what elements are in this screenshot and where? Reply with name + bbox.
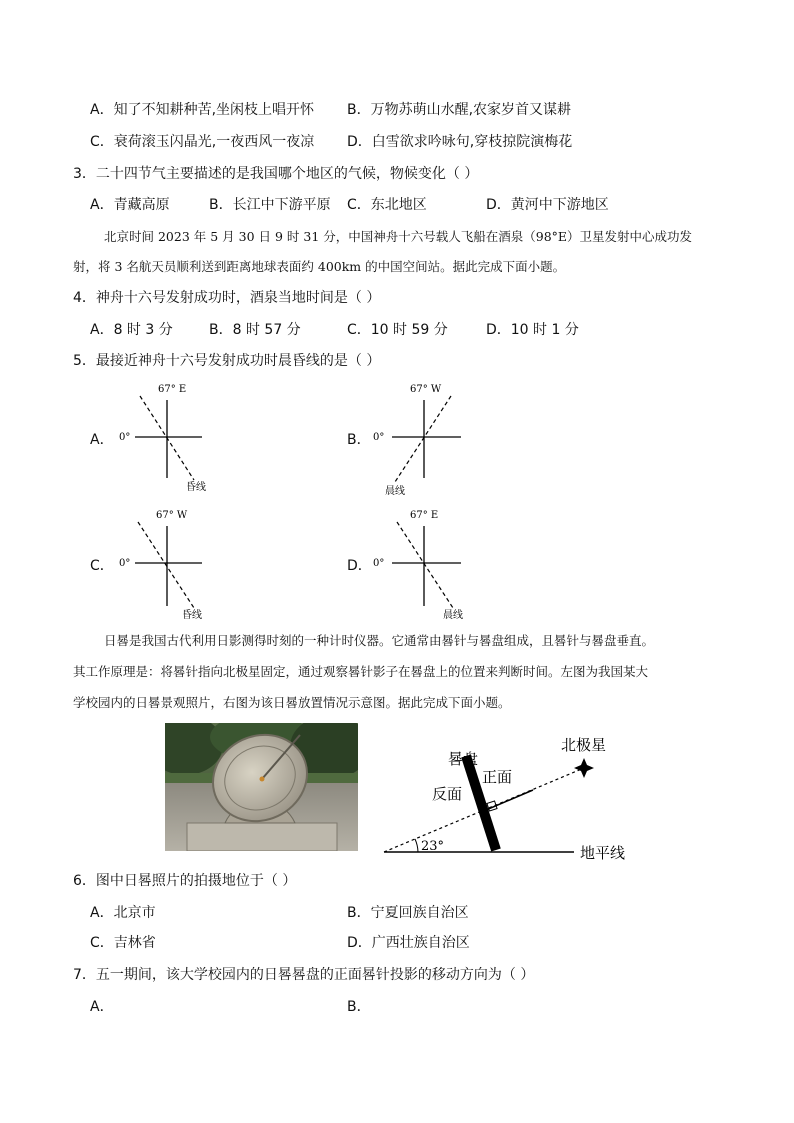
- q7-option-a: A．: [90, 999, 114, 1015]
- gnomon-line: [486, 790, 533, 810]
- terminator-label: 晨线: [385, 486, 405, 497]
- front-label: 正面: [482, 768, 513, 786]
- horizon-label: 地平线: [580, 844, 626, 862]
- q5-option-b-diagram: [367, 378, 477, 498]
- q3-option-a: A．青藏高原: [90, 197, 170, 213]
- angle-arc: [415, 839, 418, 852]
- passage2-line3: 学校园内的日晷景观照片，右图为该日晷放置情况示意图。据此完成下面小题。: [73, 695, 511, 710]
- equator-label: 0°: [119, 558, 131, 569]
- longitude-label: 67° E: [410, 510, 439, 521]
- equator-label: 0°: [373, 558, 385, 569]
- q5-option-c-letter: C．: [90, 558, 114, 574]
- angle-label: 23°: [421, 839, 445, 854]
- q5-option-c-diagram: [110, 504, 220, 624]
- terminator-line: [395, 396, 451, 482]
- q5-option-b-letter: B．: [347, 432, 371, 448]
- q5-option-d-diagram: [367, 504, 477, 624]
- q3-stem: 3．二十四节气主要描述的是我国哪个地区的气候，物候变化（ ）: [73, 166, 479, 182]
- terminator-label: 昏线: [182, 610, 202, 621]
- q6-option-d: D．广西壮族自治区: [347, 935, 470, 951]
- passage2-line1: 日晷是我国古代利用日影测得时刻的一种计时仪器。它通常由晷针与晷盘组成，且晷针与晷盘垂直。: [104, 633, 655, 648]
- equator-label: 0°: [373, 432, 385, 443]
- passage2-line2: 其工作原理是：将晷针指向北极星固定，通过观察晷针影子在晷盘上的位置来判断时间。左图为我国某大: [73, 664, 649, 679]
- dial-label: 晷盘: [448, 750, 479, 768]
- terminator-label: 晨线: [443, 610, 463, 621]
- longitude-label: 67° E: [158, 384, 187, 395]
- q5-option-d-letter: D．: [347, 558, 372, 574]
- passage1-line1: 北京时间 2023 年 5 月 30 日 9 时 31 分，中国神舟十六号载人飞船在酒泉（98°E）卫星发射中心成功发: [104, 229, 693, 244]
- passage1-line2: 射，将 3 名航天员顺利送到距离地球表面约 400km 的中国空间站。据此完成下面小题。: [73, 259, 566, 274]
- q4-option-c: C．10 时 59 分: [347, 322, 448, 338]
- polaris-label: 北极星: [561, 736, 607, 754]
- terminator-line: [138, 522, 194, 608]
- q4-option-d: D．10 时 1 分: [486, 322, 579, 338]
- q4-option-b: B．8 时 57 分: [209, 322, 301, 338]
- q5-option-a-letter: A．: [90, 432, 114, 448]
- q5-option-a-diagram: [110, 378, 220, 498]
- terminator-line: [397, 522, 453, 608]
- polaris-star-icon: [574, 758, 594, 778]
- q3-option-c: C．东北地区: [347, 197, 427, 213]
- q6-option-b: B．宁夏回族自治区: [347, 905, 469, 921]
- q7-option-b: B．: [347, 999, 371, 1015]
- sundial-schematic: [378, 728, 640, 863]
- q2-option-b: B．万物苏萌山水醒,农家岁首又谋耕: [347, 102, 572, 118]
- equator-label: 0°: [119, 432, 131, 443]
- q5-stem: 5．最接近神舟十六号发射成功时晨昏线的是（ ）: [73, 353, 381, 369]
- terminator-label: 昏线: [186, 482, 206, 493]
- q3-option-b: B．长江中下游平原: [209, 197, 331, 213]
- q4-option-a: A．8 时 3 分: [90, 322, 173, 338]
- q6-stem: 6．图中日晷照片的拍摄地位于（ ）: [73, 873, 297, 889]
- back-label: 反面: [432, 785, 463, 803]
- q6-option-a: A．北京市: [90, 905, 156, 921]
- q4-stem: 4．神舟十六号发射成功时，酒泉当地时间是（ ）: [73, 290, 381, 306]
- q6-option-c: C．吉林省: [90, 935, 156, 951]
- q7-stem: 7．五一期间，该大学校园内的日晷晷盘的正面晷针投影的移动方向为（ ）: [73, 967, 535, 983]
- longitude-label: 67° W: [156, 510, 188, 521]
- q3-option-d: D．黄河中下游地区: [486, 197, 609, 213]
- q2-option-d: D．白雪欲求吟咏句,穿枝掠院演梅花: [347, 134, 573, 150]
- q2-option-c: C．衰荷滚玉闪晶光,一夜西风一夜凉: [90, 134, 315, 150]
- q2-option-a: A．知了不知耕种苦,坐闲枝上唱开怀: [90, 102, 315, 118]
- longitude-label: 67° W: [410, 384, 442, 395]
- sundial-photo: [165, 723, 358, 851]
